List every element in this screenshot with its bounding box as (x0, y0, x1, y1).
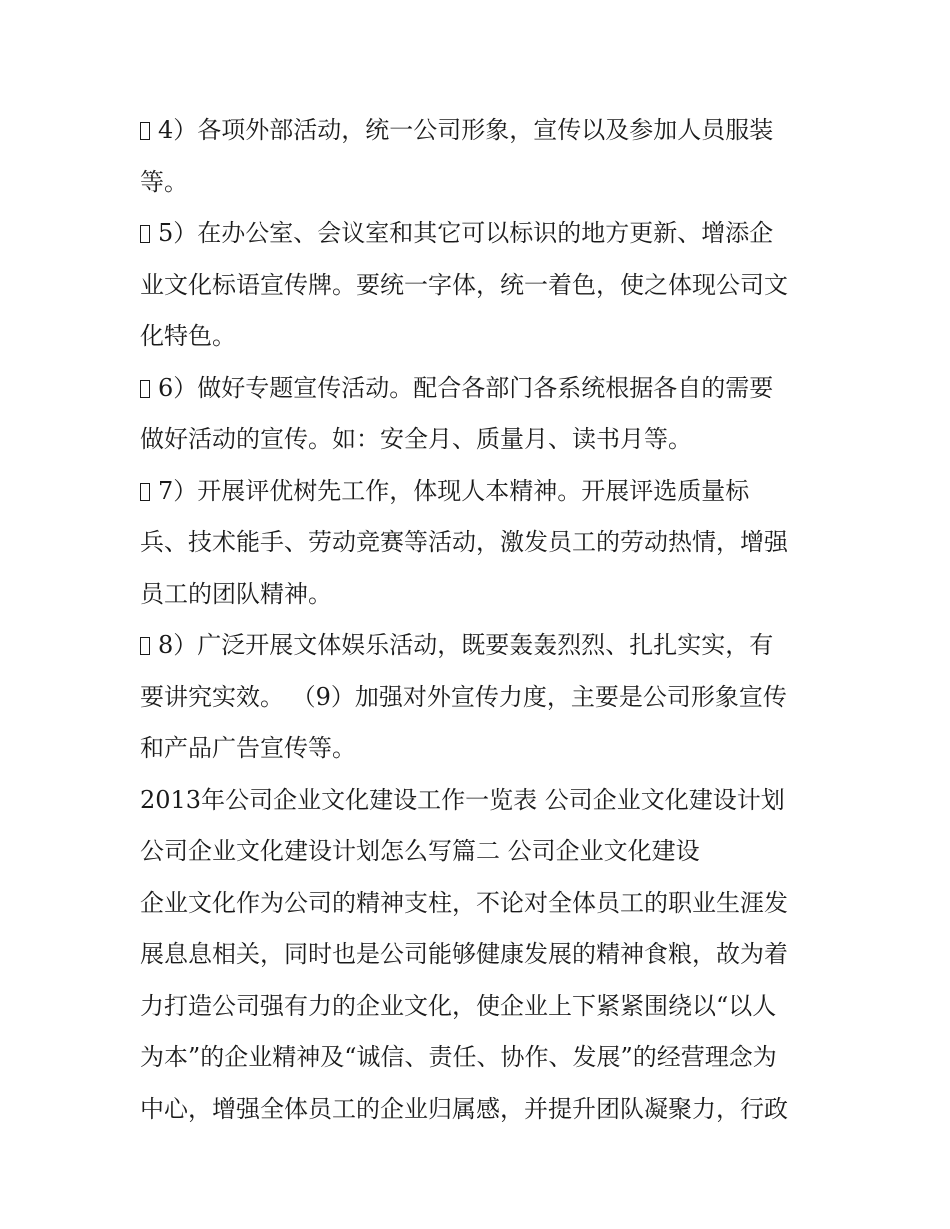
paragraph-body-line (140, 986, 830, 1038)
line-text: 做好活动的宣传。如：安全月、质量月、读书月等。 (140, 425, 692, 453)
paragraph-body-line (140, 1089, 830, 1141)
line-text: 2013年公司企业文化建设工作一览表 公司企业文化建设计划 (140, 785, 785, 814)
line-text: 业文化标语宣传牌。要统一字体，统一着色，使之体现公司文 (140, 270, 788, 299)
paragraph-item-4-line (140, 110, 830, 162)
paragraph-item-6-line (140, 419, 830, 471)
paragraph-item-8-line (140, 728, 830, 780)
line-text: 4）各项外部活动，统一公司形象，宣传以及参加人员服装 (158, 116, 774, 144)
paragraph-item-7-line (140, 574, 830, 626)
missing-glyph-box-icon (140, 637, 150, 655)
missing-glyph-box-icon (140, 122, 150, 140)
line-text: 公司企业文化建设计划怎么写篇二 公司企业文化建设 (140, 837, 700, 865)
missing-glyph-box-icon (140, 380, 150, 398)
paragraph-item-5-line (140, 265, 830, 317)
missing-glyph-box-icon (140, 225, 150, 243)
line-text: 5）在办公室、会议室和其它可以标识的地方更新、增添企 (158, 219, 774, 247)
line-text: 兵、技术能手、劳动竞赛等活动，激发员工的劳动热情，增强 (140, 528, 788, 556)
line-text: 员工的团队精神。 (140, 579, 332, 608)
line-text: 和产品广告宣传等。 (140, 734, 356, 762)
line-text: 力打造公司强有力的企业文化，使企业上下紧紧围绕以“以人 (140, 991, 777, 1020)
line-text: 为本”的企业精神及“诚信、责任、协作、发展”的经营理念为 (140, 1043, 777, 1071)
line-text: 等。 (140, 167, 188, 196)
line-text: 企业文化作为公司的精神支柱，不论对全体员工的职业生涯发 (140, 888, 788, 917)
line-text: 7）开展评优树先工作，体现人本精神。开展评选质量标 (158, 476, 750, 505)
document-body (140, 110, 830, 1140)
missing-glyph-box-icon (140, 483, 150, 501)
paragraph-item-5-line (140, 316, 830, 368)
paragraph-item-8-line (140, 677, 830, 729)
line-text: 展息息相关，同时也是公司能够健康发展的精神食粮，故为着 (140, 940, 788, 968)
line-text: 8）广泛开展文体娱乐活动，既要轰轰烈烈、扎扎实实，有 (158, 631, 774, 659)
paragraph-item-8-line (140, 625, 830, 677)
line-text: 要讲究实效。 （9）加强对外宣传力度，主要是公司形象宣传 (140, 682, 787, 711)
line-text: 化特色。 (140, 322, 236, 350)
line-text: 6）做好专题宣传活动。配合各部门各系统根据各自的需要 (158, 373, 774, 402)
paragraph-heading-line (140, 831, 830, 883)
paragraph-body-line (140, 883, 830, 935)
paragraph-body-line (140, 1037, 830, 1089)
paragraph-item-5-line (140, 213, 830, 265)
line-text: 中心，增强全体员工的企业归属感，并提升团队凝聚力，行政 (140, 1094, 788, 1123)
paragraph-body-line (140, 934, 830, 986)
paragraph-item-4-line (140, 162, 830, 214)
paragraph-item-7-line (140, 522, 830, 574)
paragraph-heading-line (140, 780, 830, 832)
paragraph-item-6-line (140, 368, 830, 420)
paragraph-item-7-line (140, 471, 830, 523)
